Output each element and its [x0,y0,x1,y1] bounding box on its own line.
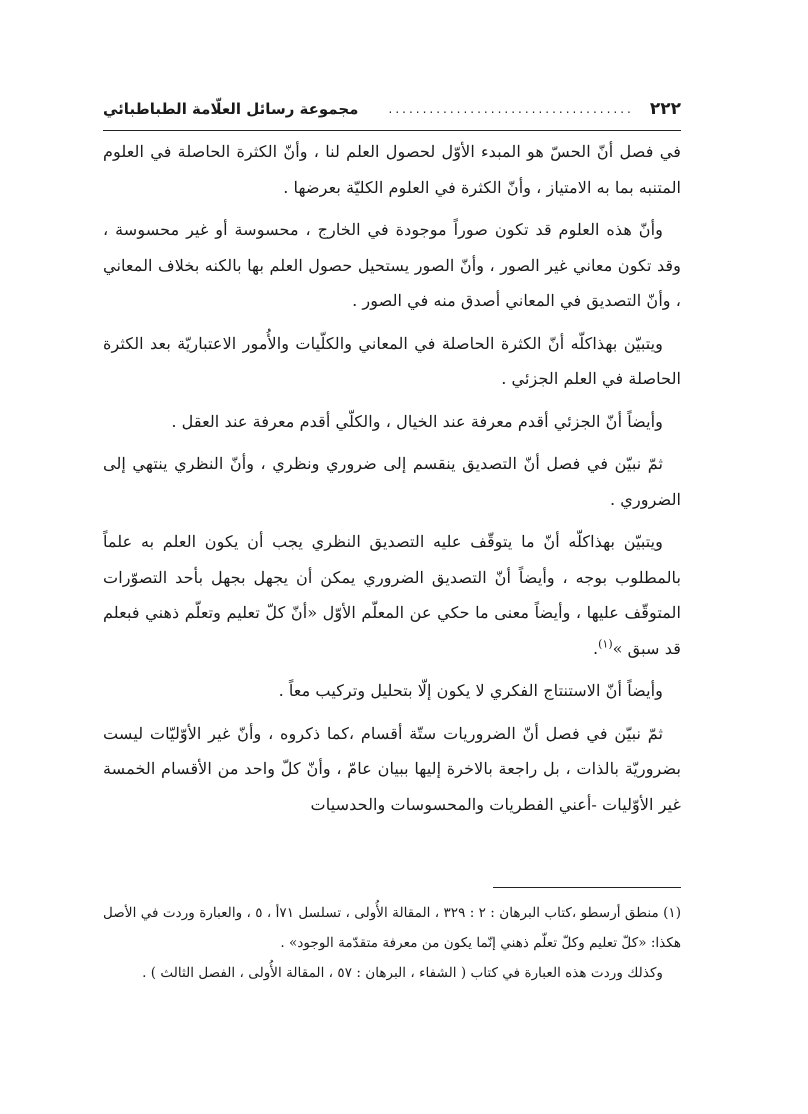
footnote: (١) منطق أرسطو ،كتاب البرهان : ٢ : ٣٢٩ ، المقالة الأُولى ، تسلسل ٧١أ ، ٥ ، والعبارة وردت في الأصل هكذا: «كلّ تعليم وكلّ تعلّم ذهني إنّما يكون من معرفة متقدّمة الوجود» . [103,905,682,951]
paragraph-text: ويتبيّن بهذاكلّه أنّ ما يتوقّف عليه التصديق النظري يجب أن يكون العلم به علماً بالمطلوب بوجه ، وأيضاً أنّ التصديق الضروري يمكن أن يجهل بجهل بأحد التصوّرات المتوقّف عليها ، وأيضاً معنى ما حكي عن المعلّم الأوّل «أنّ كلّ تعليم وتعلّم ذهني فبعلم قد سبق » [103,532,681,658]
footnote-divider [493,887,681,888]
paragraph: ثمّ نبيّن في فصل أنّ الضروريات ستّة أقسام ،كما ذكروه ، وأنّ غير الأوّليّات ليست بضروريّة بالذات ، بل راجعة بالاخرة إليها ببيان عامّ ، وأنّ كلّ واحد من الأقسام الخمسة غير الأوّليات -أعني الفطريات والمحسوسات والحدسيات [103,723,681,814]
book-title: مجموعة رسائل العلّامة الطباطبائي [103,100,359,118]
header-leader-dots: .................................... [388,102,634,116]
paragraph: وأنّ هذه العلوم قد تكون صوراً موجودة في الخارج ، محسوسة أو غير محسوسة ، وقد تكون معاني غير الصور ، وأنّ الصور يستحيل حصول العلم بها بالكنه بخلاف المعاني ، وأنّ التصديق في المعاني أصدق منه في الصور . [103,220,681,310]
running-header [103,92,681,126]
paragraph: في فصل أنّ الحسّ هو المبدء الأوّل لحصول العلم لنا ، وأنّ الكثرة الحاصلة في العلوم المتنبه بما به الامتياز ، وأنّ الكثرة في العلوم الكليّة بعرضها . [103,142,681,197]
paragraph-with-footnote: ويتبيّن بهذاكلّه أنّ ما يتوقّف عليه التصديق النظري يجب أن يكون العلم به علماً بالمطلوب بوجه ، وأيضاً أنّ التصديق الضروري يمكن أن يجهل بجهل بأحد التصوّرات المتوقّف عليها ، وأيضاً معنى ما حكي عن المعلّم الأوّل «أنّ كلّ تعليم وتعلّم ذهني فبعلم قد سبق »$^{(١)}$. [103,532,681,658]
paragraph: ثمّ نبيّن في فصل أنّ التصديق ينقسم إلى ضروري ونظري ، وأنّ النظري ينتهي إلى الضروري . [103,454,681,509]
page-number: ٢٢٢ [649,99,681,119]
footnote-reference[interactable]: (١) [598,637,613,651]
paragraph: ويتبيّن بهذاكلّه أنّ الكثرة الحاصلة في المعاني والكلّيات والأُمور الاعتباريّة بعد الكثرة الحاصلة في العلم الجزئي . [103,333,681,388]
header-divider [103,130,681,131]
main-text [103,134,681,829]
footnotes [103,898,681,988]
footnote-continuation: وكذلك وردت هذه العبارة في كتاب ( الشفاء ، البرهان : ٥٧ ، المقالة الأُولى ، الفصل الثالث ) . [142,965,663,981]
paragraph: وأيضاً أنّ الجزئي أقدم معرفة عند الخيال ، والكلّي أقدم معرفة عند العقل . [171,411,663,431]
paragraph: وأيضاً أنّ الاستنتاج الفكري لا يكون إلّا بتحليل وتركيب معاً . [278,681,663,700]
